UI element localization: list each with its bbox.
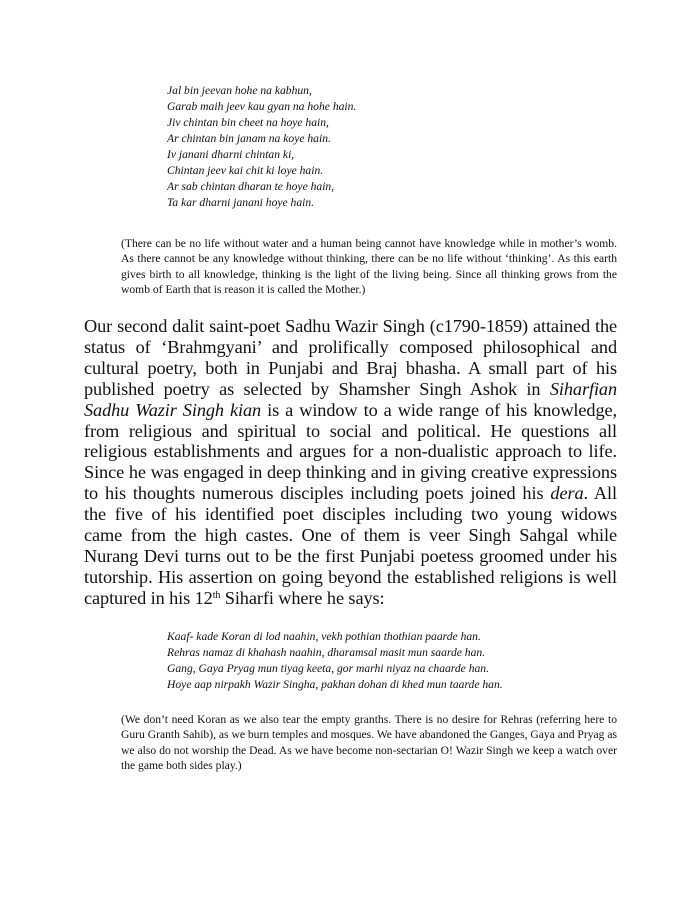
verse-translation-2: (We don’t need Koran as we also tear the empty granths. There is no desire for Rehras (referring here to Guru Granth Sahib), as we burn temples and mosques. We have abandoned the Ganges, Gaya and Pryag as we also do not worship the Dead. As we have become non-sectarian O! Wazir Singh we keep a watch over the game both sides play.) [121,713,617,773]
verse-line: Jiv chintan bin cheet na hoye hain, [167,116,329,129]
verse-line: Garab maih jeev kau gyan na hohe hain. [167,100,357,113]
body-paragraph [84,316,617,609]
verse-line: Gang, Gaya Pryag mun tiyag keeta, gor marhi niyaz na chaarde han. [167,662,490,675]
verse-line: Iv janani dharni chintan ki, [167,148,295,161]
verse-line: Ta kar dharni janani hoye hain. [167,196,315,209]
verse-line: Chintan jeev kai chit ki loye hain. [167,164,324,177]
verse-block-1 [167,83,567,211]
verse-line: Jal bin jeevan hohe na kabhun, [167,84,312,97]
paragraph-text: Our second dalit saint-poet Sadhu Wazir Singh (c1790-1859) attained the status of ‘Brahmgyani’ and prolifically composed philosophical and cultural poetry, both in Punjabi and Braj bhasha. A small part of his published poetry as selected by Shamsher Singh Ashok in [84,316,617,399]
verse-line: Ar sab chintan dharan te hoye hain, [167,180,335,193]
ordinal-suffix: th [212,589,221,601]
book-title: Siharfian Sadhu Wazir Singh kian [84,378,617,420]
verse-line: Hoye aap nirpakh Wazir Singha, pakhan dohan di khed mun taarde han. [167,678,503,691]
paragraph-text: Siharfi where he says: [220,587,385,608]
verse-line: Kaaf- kade Koran di lod naahin, vekh pothian thothian paarde han. [167,630,481,643]
paragraph-text: is a window to a wide range of his knowledge, from religious and spiritual to social and political. He questions all religious establishments and argues for a non-dualistic approach to life. Since he was engaged in deep thinking and in giving creative expressions to his thoughts numerous disciples including poets joined his [84,399,617,504]
verse-line: Rehras namaz di khahash naahin, dharamsal masit mun saarde han. [167,646,486,659]
dera-term: dera [550,483,584,504]
paragraph-text: . All the five of his identified poet disciples including two young widows came from the high castes. One of them is veer Singh Sahgal while Nurang Devi turns out to be the first Punjabi poetess groomed under his tutorship. His assertion on going beyond the established religions is well captured in his 12 [84,483,617,608]
verse-translation-1: (There can be no life without water and a human being cannot have knowledge while in mother’s womb. As there cannot be any knowledge without thinking, there can be no life without ‘thinking’. As this earth gives birth to all knowledge, thinking is the light of the living being. Since all thinking grows from the womb of Earth that is reason it is called the Mother.) [121,237,617,297]
verse-block-2 [167,629,587,693]
verse-line: Ar chintan bin janam na koye hain. [167,132,331,145]
